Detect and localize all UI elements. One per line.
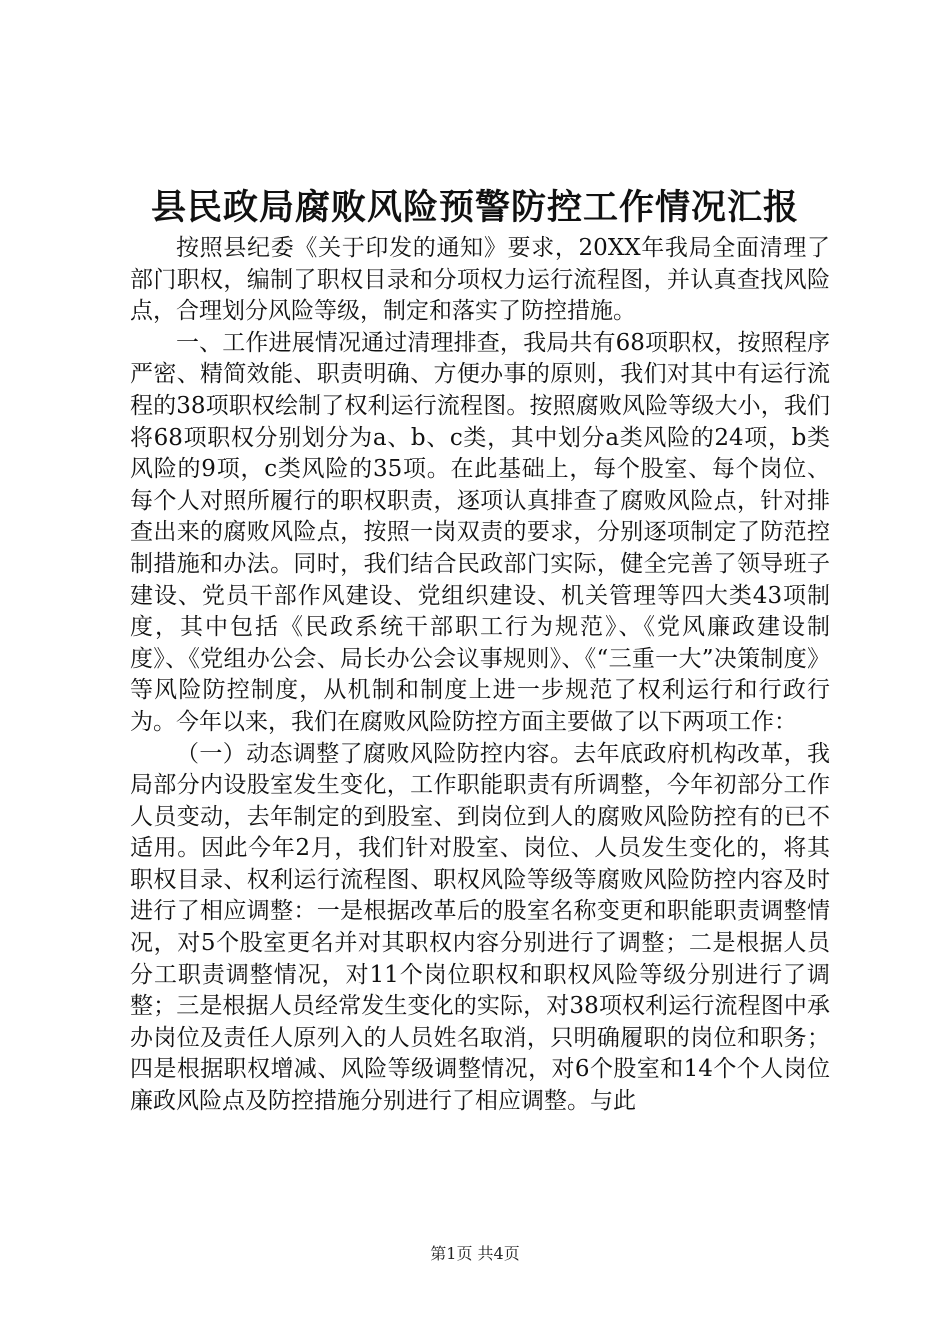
paragraph-intro: 按照县纪委《关于印发的通知》要求，20XX年我局全面清理了部门职权，编制了职权目录和分项权力运行流程图，并认真查找风险点，合理划分风险等级，制定和落实了防控措施。 xyxy=(130,235,830,325)
document-title: 县民政局腐败风险预警防控工作情况汇报 xyxy=(150,187,799,228)
page-footer: 第1页 共4页 xyxy=(430,1244,520,1263)
paragraph-adjustment: （一）动态调整了腐败风险防控内容。去年底政府机构改革，我局部分内设股室发生变化，工作职能职责有所调整，今年初部分工作人员变动，去年制定的到股室、到岗位到人的腐败风险防控有的已不适用。因此今年2月，我们针对股室、岗位、人员发生变化的，将其职权目录、权利运行流程图、职权风险等级等腐败风险防控内容及时进行了相应调整：一是根据改革后的股室名称变更和职能职责调整情况，对5个股室更名并对其职权内容分别进行了调整；二是根据人员分工职责调整情况，对11个岗位职权和职权风险等级分别进行了调整；三是根据人员经常发生变化的实际，对38项权利运行流程图中承办岗位及责任人原列入的人员姓名取消，只明确履职的岗位和职务；四是根据职权增减、风险等级调整情况，对6个股室和14个个人岗位廉政风险点及防控措施分别进行了相应调整。与此 xyxy=(130,740,830,1115)
paragraph-progress: 一、工作进展情况通过清理排查，我局共有68项职权，按照程序严密、精简效能、职责明确、方便办事的原则，我们对其中有运行流程的38项职权绘制了权利运行流程图。按照腐败风险等级大小，我们将68项职权分别划分为a、b、c类，其中划分a类风险的24项，b类风险的9项，c类风险的35项。在此基础上，每个股室、每个岗位、每个人对照所履行的职权职责，逐项认真排查了腐败风险点，针对排查出来的腐败风险点，按照一岗双责的要求，分别逐项制定了防范控制措施和办法。同时，我们结合民政部门实际，健全完善了领导班子建设、党员干部作风建设、党组织建设、机关管理等四大类43项制度，其中包括《民政系统干部职工行为规范》、《党风廉政建设制度》、《党组办公会、局长办公会议事规则》、《“三重一大”决策制度》等风险防控制度，从机制和制度上进一步规范了权利运行和行政行为。今年以来，我们在腐败风险防控方面主要做了以下两项工作： xyxy=(130,329,830,735)
document-body xyxy=(130,233,830,1118)
